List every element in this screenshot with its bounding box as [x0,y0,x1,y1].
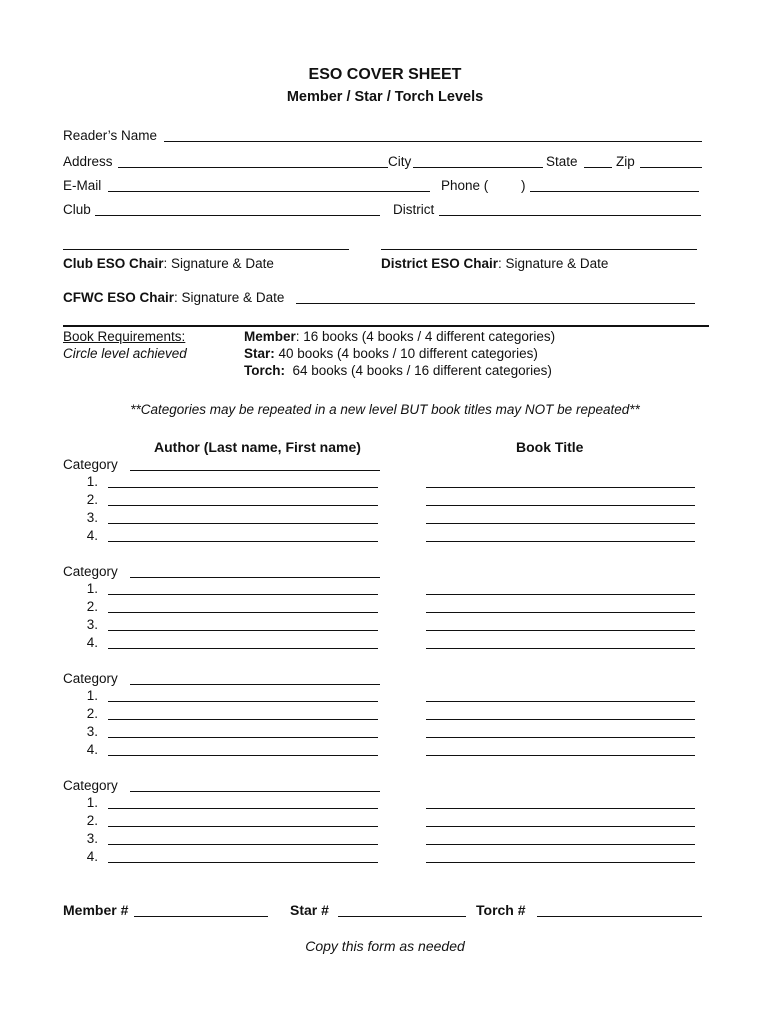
author-field[interactable] [108,862,378,863]
author-field[interactable] [108,541,378,542]
city-label: City [388,154,412,169]
author-field[interactable] [108,755,378,756]
cfwc-chair-label: CFWC ESO Chair: Signature & Date [63,290,285,305]
author-field[interactable] [108,737,378,738]
cfwc-chair-signature-field[interactable] [296,303,695,304]
level-member[interactable]: Member: 16 books (4 books / 4 different categories) [244,329,556,344]
book-title-field[interactable] [426,630,695,631]
district-label: District [393,202,435,217]
book-title-field[interactable] [426,808,695,809]
club-label: Club [63,202,91,217]
author-field[interactable] [108,505,378,506]
phone-label: Phone ( [441,178,489,193]
row-number: 2. [86,706,98,721]
row-number: 4. [86,849,98,864]
address-label: Address [63,154,113,169]
star-number-label: Star # [290,902,329,918]
row-number: 3. [86,724,98,739]
book-title-field[interactable] [426,755,695,756]
category-label: Category [63,671,118,686]
author-field[interactable] [108,844,378,845]
torch-number-label: Torch # [476,902,526,918]
row-number: 1. [86,688,98,703]
member-number-field[interactable] [134,916,268,917]
categories-note: **Categories may be repeated in a new level BUT book titles may NOT be repeated** [130,402,640,417]
book-title-field[interactable] [426,737,695,738]
author-field[interactable] [108,594,378,595]
section-divider [63,325,709,327]
row-number: 4. [86,528,98,543]
book-title-field[interactable] [426,541,695,542]
member-number-label: Member # [63,902,129,918]
author-field[interactable] [108,701,378,702]
club-field[interactable] [95,215,380,216]
row-number: 2. [86,813,98,828]
star-number-field[interactable] [338,916,466,917]
book-title-field[interactable] [426,505,695,506]
book-title-field[interactable] [426,701,695,702]
category-field[interactable] [130,577,380,578]
row-number: 2. [86,492,98,507]
row-number: 1. [86,795,98,810]
author-field[interactable] [108,612,378,613]
category-field[interactable] [130,791,380,792]
email-field[interactable] [108,191,430,192]
book-title-field[interactable] [426,594,695,595]
district-chair-signature-field[interactable] [381,249,697,250]
book-title-field[interactable] [426,612,695,613]
zip-field[interactable] [640,167,702,168]
address-field[interactable] [118,167,388,168]
state-label: State [546,154,578,169]
author-field[interactable] [108,826,378,827]
torch-number-field[interactable] [537,916,702,917]
district-chair-label: District ESO Chair: Signature & Date [381,256,609,271]
page-title: ESO COVER SHEET [308,66,462,83]
row-number: 2. [86,599,98,614]
page-subtitle: Member / Star / Torch Levels [286,89,484,105]
book-requirements-heading: Book Requirements: [63,329,186,344]
author-field[interactable] [108,523,378,524]
club-chair-label: Club ESO Chair: Signature & Date [63,256,274,271]
row-number: 4. [86,635,98,650]
category-label: Category [63,778,118,793]
category-field[interactable] [130,684,380,685]
book-title-field[interactable] [426,826,695,827]
author-field[interactable] [108,648,378,649]
category-label: Category [63,457,118,472]
book-title-field[interactable] [426,523,695,524]
book-title-field[interactable] [426,844,695,845]
row-number: 3. [86,831,98,846]
zip-label: Zip [616,154,635,169]
level-star[interactable]: Star: 40 books (4 books / 10 different categories) [244,346,538,361]
readers-name-field[interactable] [164,141,702,142]
category-label: Category [63,564,118,579]
row-number: 1. [86,581,98,596]
row-number: 4. [86,742,98,757]
district-field[interactable] [439,215,701,216]
author-field[interactable] [108,719,378,720]
email-label: E-Mail [63,178,102,193]
category-field[interactable] [130,470,380,471]
circle-level-note: Circle level achieved [63,346,187,361]
book-title-field[interactable] [426,862,695,863]
author-field[interactable] [108,630,378,631]
author-field[interactable] [108,487,378,488]
city-field[interactable] [413,167,543,168]
level-torch[interactable]: Torch: 64 books (4 books / 16 different categories) [244,363,552,378]
phone-field[interactable] [530,191,699,192]
phone-close-paren: ) [521,178,526,193]
club-chair-signature-field[interactable] [63,249,349,250]
author-field[interactable] [108,808,378,809]
readers-name-label: Reader’s Name [63,128,158,143]
book-title-field[interactable] [426,719,695,720]
author-column-header: Author (Last name, First name) [154,439,361,455]
state-field[interactable] [584,167,612,168]
copy-form-note: Copy this form as needed [305,938,465,954]
row-number: 3. [86,617,98,632]
book-title-field[interactable] [426,648,695,649]
book-title-field[interactable] [426,487,695,488]
book-title-column-header: Book Title [516,439,584,455]
row-number: 1. [86,474,98,489]
row-number: 3. [86,510,98,525]
